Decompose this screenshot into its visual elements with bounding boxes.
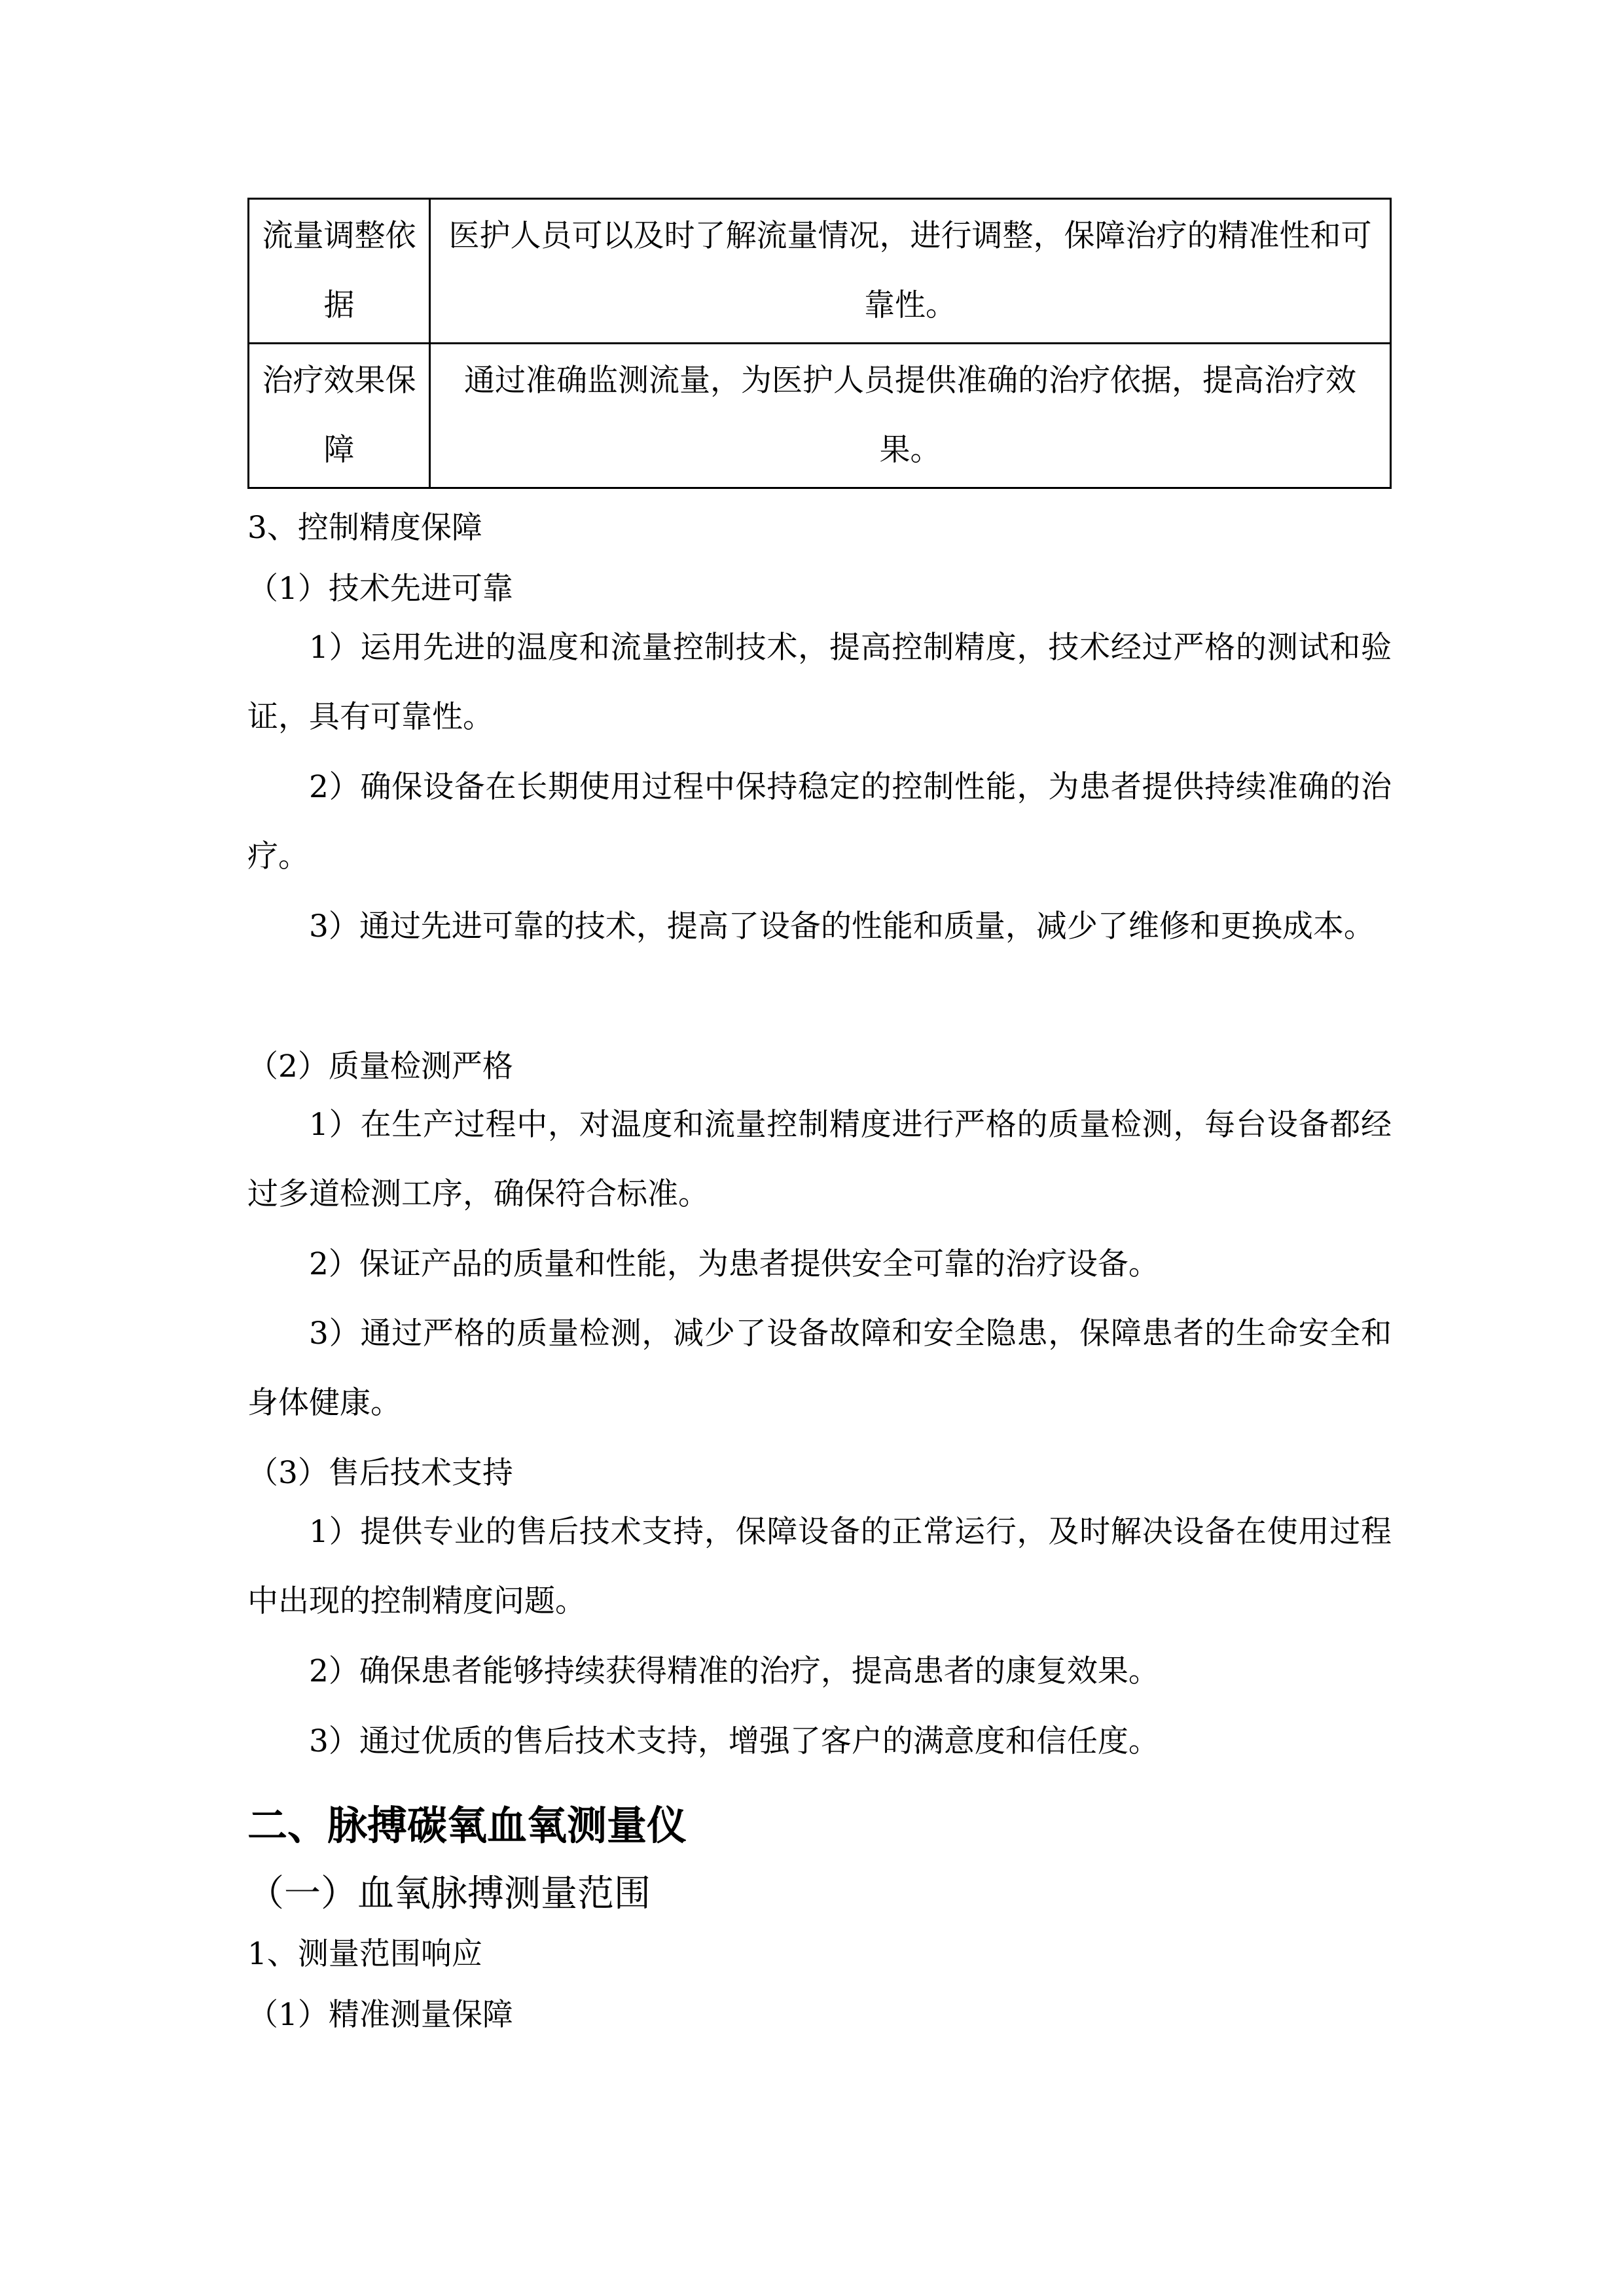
paragraph: 1）提供专业的售后技术支持，保障设备的正常运行，及时解决设备在使用过程中出现的控制精度问题。 [247,1514,1392,1619]
section-heading: 3、控制精度保障 [247,510,482,546]
paragraph: 3）通过优质的售后技术支持，增强了客户的满意度和信任度。 [309,1723,1159,1759]
paragraph: 2）确保患者能够持续获得精准的治疗，提高患者的康复效果。 [309,1653,1159,1689]
subsection-heading: （3）售后技术支持 [247,1455,513,1491]
table-row-text: 医护人员可以及时了解流量情况，进行调整，保障治疗的精准性和可靠性。 [430,199,1391,344]
paragraph: 1）运用先进的温度和流量控制技术，提高控制精度，技术经过严格的测试和验证，具有可靠性。 [247,630,1392,735]
table-row-label: 治疗效果保障 [249,344,430,488]
subitem-heading: （1）精准测量保障 [247,1997,513,2033]
section-title: （一）血氧脉搏测量范围 [247,1873,651,1915]
subsection-heading: （2）质量检测严格 [247,1049,513,1085]
table-row [249,344,1391,488]
paragraph: 2）保证产品的质量和性能，为患者提供安全可靠的治疗设备。 [309,1246,1159,1282]
table-row-text: 通过准确监测流量，为医护人员提供准确的治疗依据，提高治疗效果。 [430,344,1391,488]
paragraph: 1）在生产过程中，对温度和流量控制精度进行严格的质量检测，每台设备都经过多道检测工序，确保符合标准。 [247,1107,1392,1212]
item-heading: 1、测量范围响应 [247,1936,482,1972]
paragraph: 3）通过先进可靠的技术，提高了设备的性能和质量，减少了维修和更换成本。 [309,908,1375,944]
table-row-label: 流量调整依据 [249,199,430,344]
subsection-heading: （1）技术先进可靠 [247,571,513,607]
table-row [249,199,1391,344]
paragraph: 2）确保设备在长期使用过程中保持稳定的控制性能，为患者提供持续准确的治疗。 [247,769,1392,874]
chapter-title: 二、脉搏碳氧血氧测量仪 [247,1803,687,1849]
feature-table [247,198,1392,489]
paragraph: 3）通过严格的质量检测，减少了设备故障和安全隐患，保障患者的生命安全和身体健康。 [247,1316,1392,1421]
